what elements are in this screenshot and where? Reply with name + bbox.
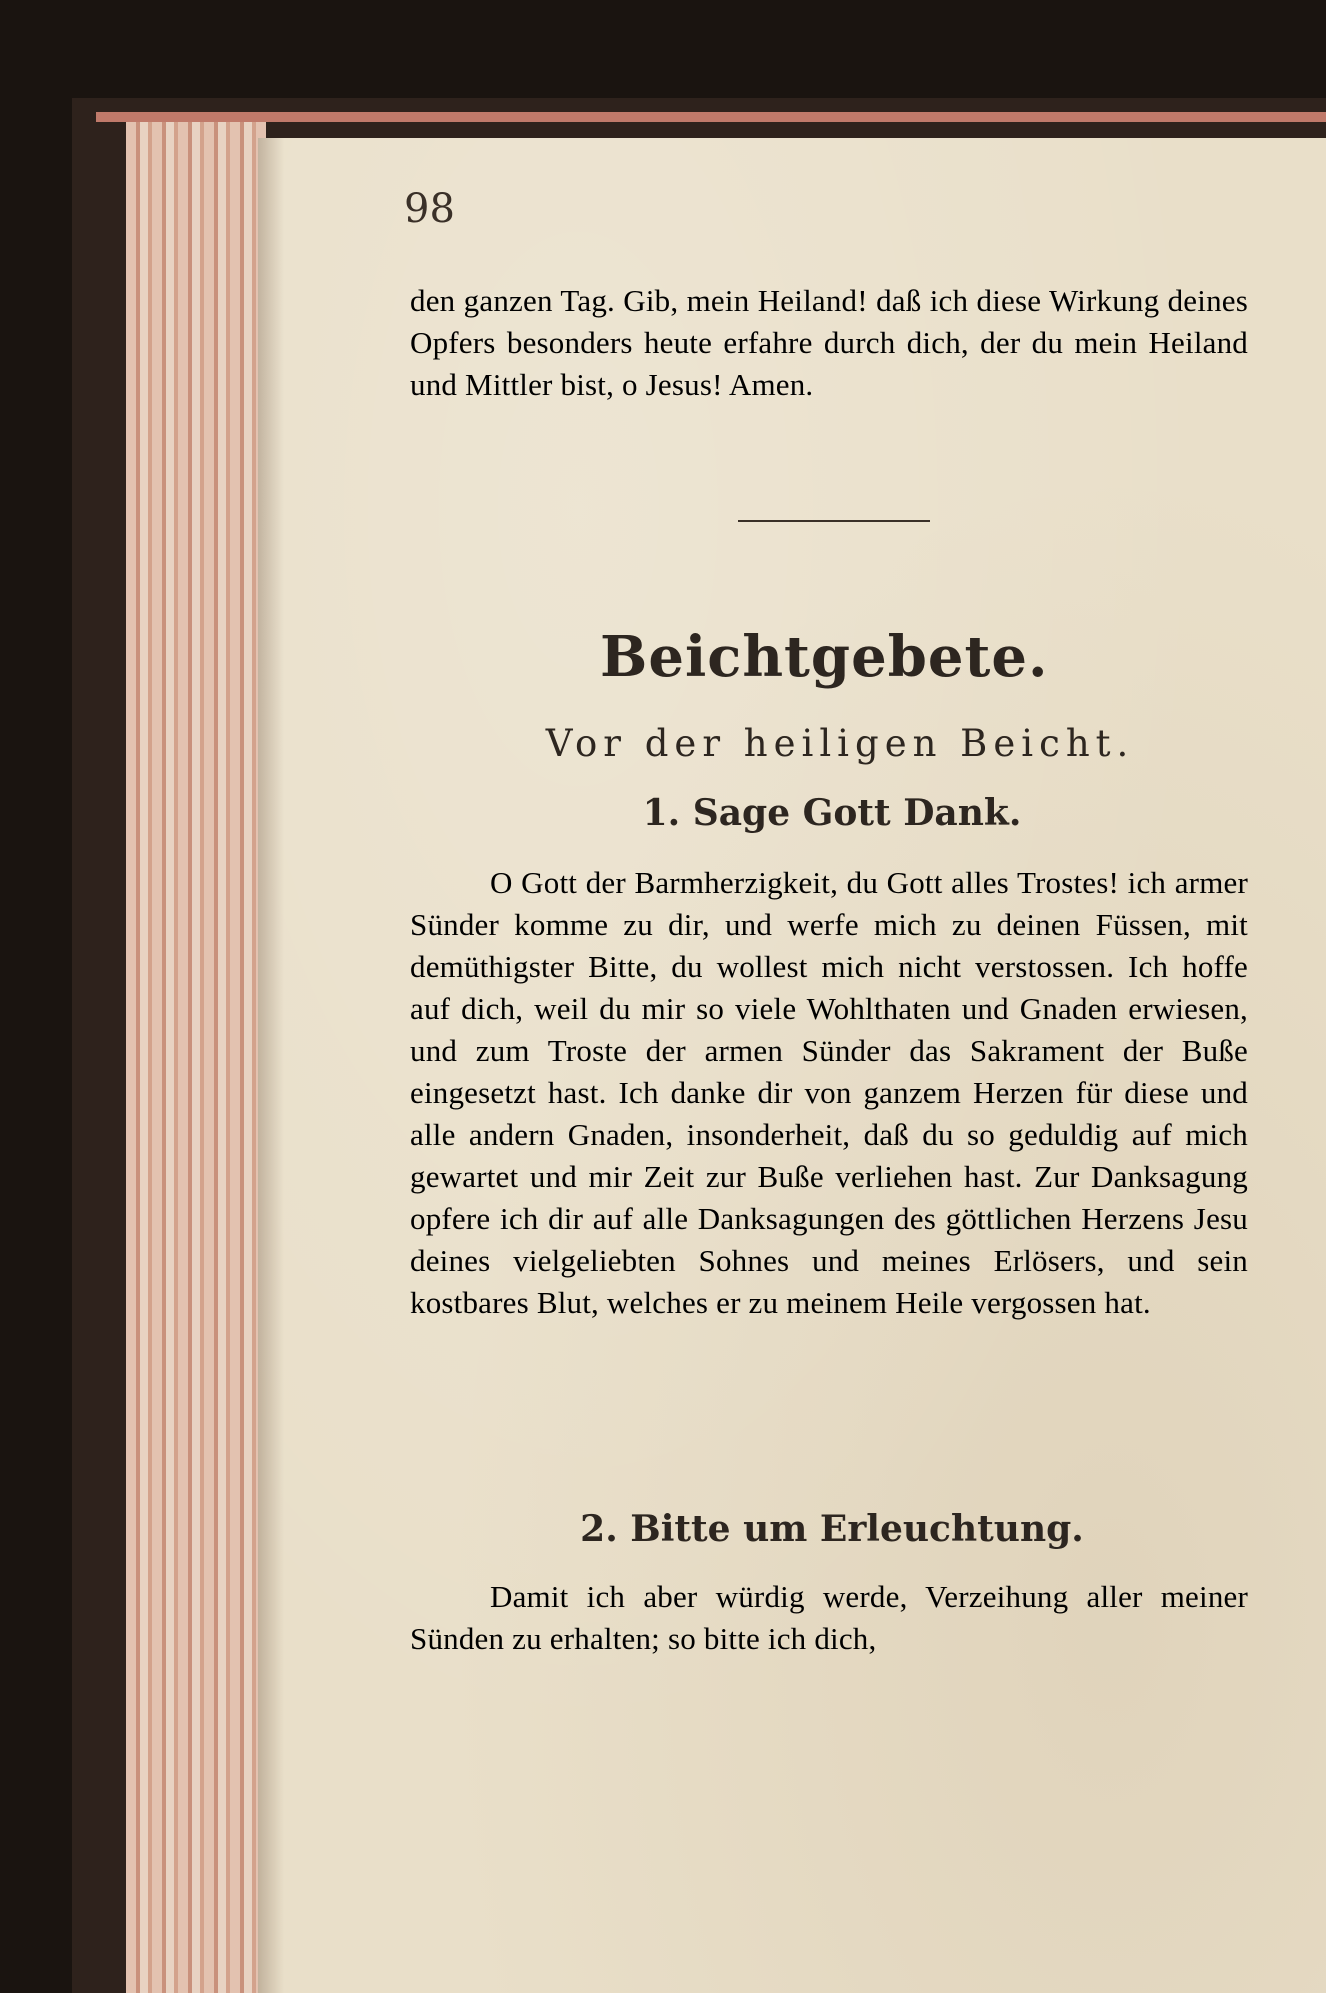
heading-2: 2. Bitte um Erleuchtung. (580, 1508, 1084, 1550)
paragraph-1: O Gott der Barmherzigkeit, du Gott alles Trostes! ich armer Sünder komme zu dir, und werfe mich zu deinen Füssen, mit demüthigster Bitte, du wollest mich nicht verstossen. Ich hoffe auf dich, weil du mir so viele Wohlthaten und Gnaden erwiesen, und zum Troste der armen Sünder das Sakrament der Buße eingesetzt hast. Ich danke dir von ganzem Herzen für diese und alle andern Gnaden, insonderheit, daß du so geduldig auf mich gewartet und mir Zeit zur Buße verliehen hast. Zur Danksagung opfere ich dir auf alle Danksagungen des göttlichen Herzens Jesu deines vielgeliebten Sohnes und meines Erlösers, und sein kostbares Blut, welches er zu meinem Heile vergossen hat. (410, 865, 1248, 1320)
gutter-shadow (258, 138, 284, 1993)
paragraph-2: Damit ich aber würdig werde, Verzeihung aller meiner Sünden zu erhalten; so bitte ich dich, (410, 1579, 1248, 1656)
subsection-title: Vor der heiligen Beicht. (545, 722, 1135, 765)
intro-paragraph: den ganzen Tag. Gib, mein Heiland! daß ich diese Wirkung deines Opfers besonders heute erfahre durch dich, der du mein Heiland und Mittler bist, o Jesus! Amen. (410, 283, 1248, 402)
page-edges (126, 122, 266, 1993)
page-number: 98 (404, 186, 455, 232)
heading-1: 1. Sage Gott Dank. (642, 792, 1022, 834)
book-top-edge (96, 112, 1326, 122)
section-divider (738, 520, 930, 522)
section-title: Beichtgebete. (600, 624, 1049, 690)
